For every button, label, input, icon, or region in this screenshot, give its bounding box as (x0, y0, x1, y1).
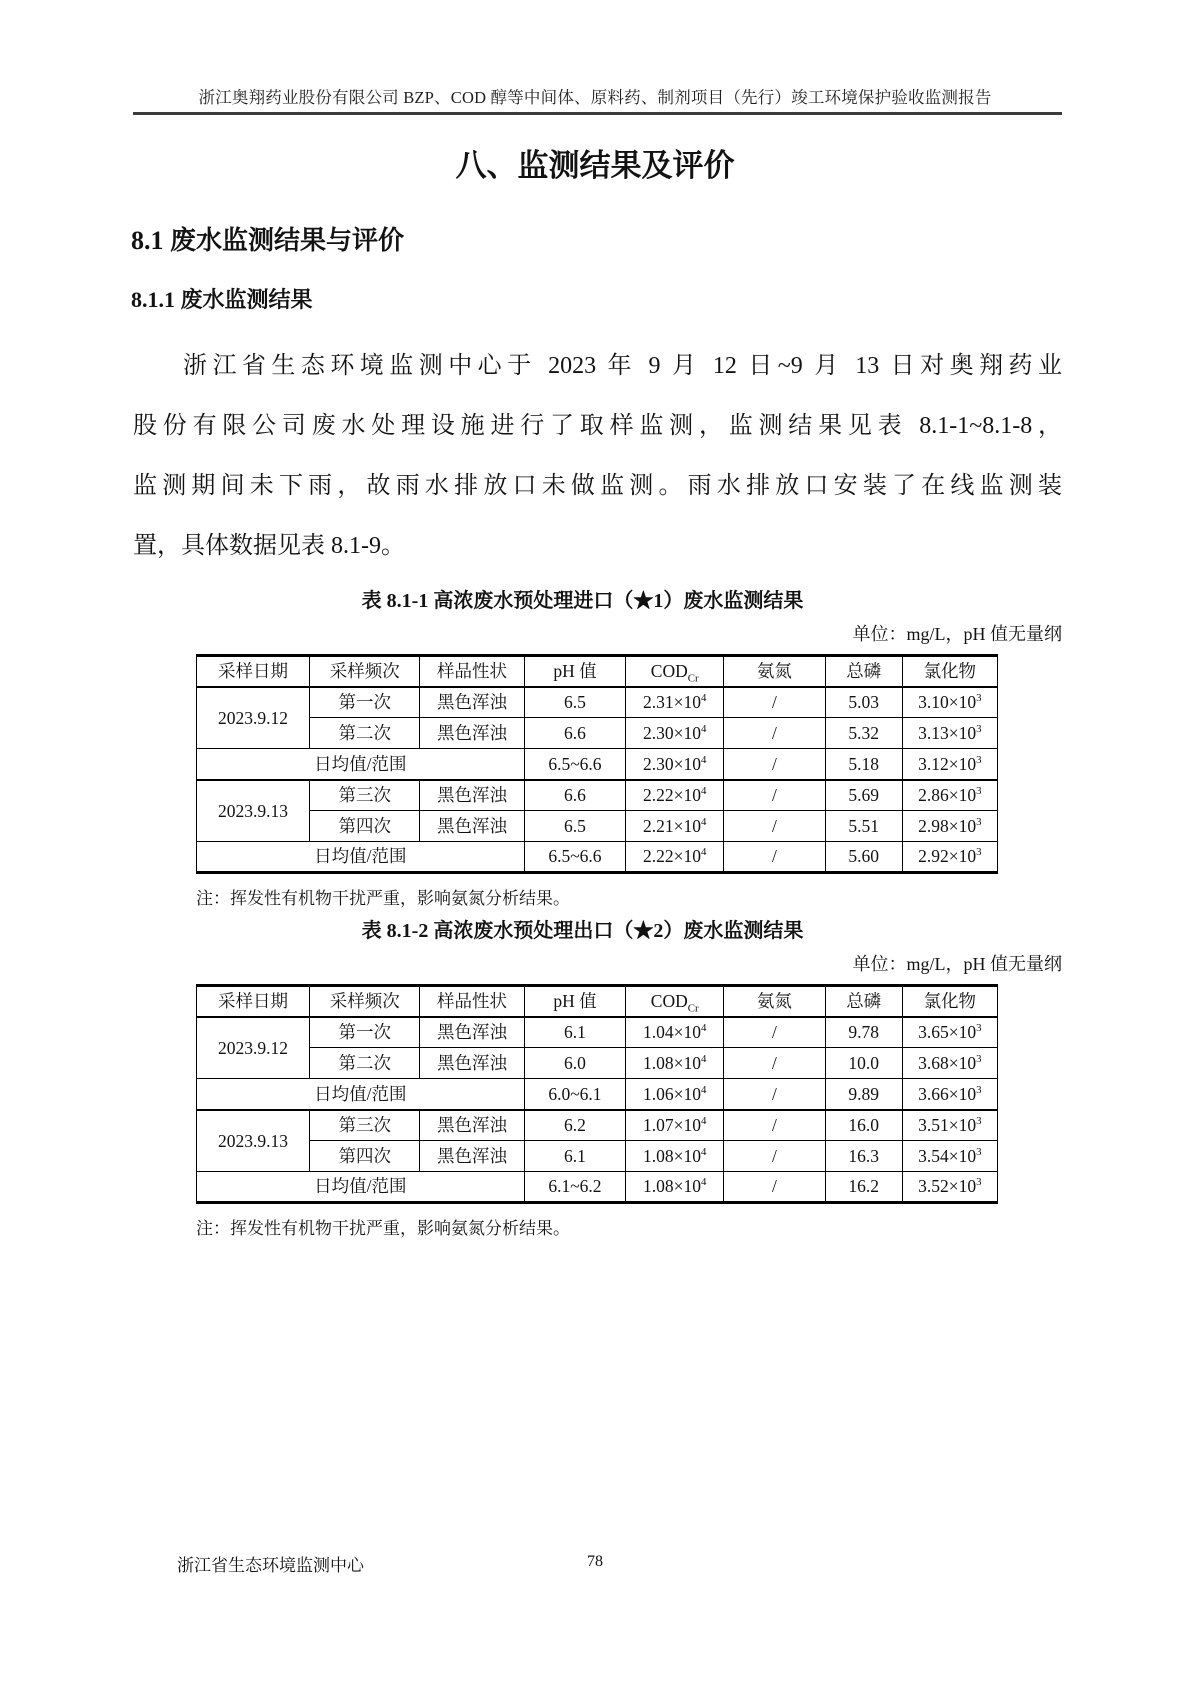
cell-total-phosphorus: 5.32 (825, 718, 902, 749)
cell-ph: 6.1 (524, 1141, 626, 1172)
paragraph-line: 置，具体数据见表 8.1-9。 (133, 533, 405, 559)
cell-ammonia: / (724, 687, 826, 718)
cell-frequency: 第二次 (309, 1048, 420, 1079)
cell-total-phosphorus: 5.69 (825, 780, 902, 811)
cell-total-phosphorus: 5.18 (825, 749, 902, 780)
cell-chloride: $3.51\times 10^3$ (902, 1110, 997, 1141)
cell-frequency: 第三次 (309, 1110, 420, 1141)
cell-chloride: $3.12\times 10^3$ (902, 749, 997, 780)
table-row (197, 718, 998, 749)
col-ph: pH 值 (524, 656, 626, 687)
cell-daily-label: 日均值/范围 (197, 749, 525, 780)
cell-appearance: 黑色浑浊 (420, 1048, 524, 1079)
paragraph-line: 监测期间未下雨，故雨水排放口未做监测。雨水排放口安装了在线监测装 (133, 473, 1062, 499)
cell-daily-label: 日均值/范围 (197, 842, 525, 873)
cell-ammonia: / (724, 1110, 826, 1141)
cell-ph: 6.5 (524, 811, 626, 842)
table-8-1-2-unit-note: 单位：mg/L，pH 值无量纲 (852, 954, 1062, 974)
table-8-1-1-caption: 表 8.1-1 高浓废水预处理进口（★1）废水监测结果 (361, 590, 804, 612)
cell-frequency: 第二次 (309, 718, 420, 749)
cell-frequency: 第四次 (309, 1141, 420, 1172)
cell-total-phosphorus: 10.0 (825, 1048, 902, 1079)
chapter-title: 八、监测结果及评价 (455, 148, 735, 183)
table-8-1-2-caption: 表 8.1-2 高浓废水预处理出口（★2）废水监测结果 (361, 920, 804, 942)
cell-sample-date: 2023.9.13 (197, 1110, 310, 1172)
col-ammonia: 氨氮 (724, 986, 826, 1017)
cell-daily-label: 日均值/范围 (197, 1172, 525, 1203)
cell-total-phosphorus: 16.3 (825, 1141, 902, 1172)
cell-chloride: $2.86\times 10^3$ (902, 780, 997, 811)
cell-appearance: 黑色浑浊 (420, 1141, 524, 1172)
cell-sample-date: 2023.9.12 (197, 687, 310, 749)
cell-ph: 6.6 (524, 718, 626, 749)
cell-chloride: $3.66\times 10^3$ (902, 1079, 997, 1110)
col-total-phosphorus: 总磷 (825, 986, 902, 1017)
cell-appearance: 黑色浑浊 (420, 780, 524, 811)
cell-daily-label: 日均值/范围 (197, 1079, 525, 1110)
cell-total-phosphorus: 5.51 (825, 811, 902, 842)
table-row (197, 1141, 998, 1172)
col-sample-date: 采样日期 (197, 656, 310, 687)
cell-ph: 6.1 (524, 1017, 626, 1048)
cell-ph: 6.2 (524, 1110, 626, 1141)
cell-chloride: $3.10\times 10^3$ (902, 687, 997, 718)
cell-sample-date: 2023.9.13 (197, 780, 310, 842)
cell-cod: $2.22\times 10^4$ (626, 842, 724, 873)
daily-average-row (197, 1079, 998, 1110)
page-number: 78 (587, 1553, 603, 1570)
cell-appearance: 黑色浑浊 (420, 718, 524, 749)
col-total-phosphorus: 总磷 (825, 656, 902, 687)
cell-total-phosphorus: 5.60 (825, 842, 902, 873)
cell-cod: $2.22\times 10^4$ (626, 780, 724, 811)
cell-chloride: $3.13\times 10^3$ (902, 718, 997, 749)
col-appearance: 样品性状 (420, 986, 524, 1017)
cell-ammonia: / (724, 1141, 826, 1172)
cell-ammonia: / (724, 1172, 826, 1203)
cell-ammonia: / (724, 1079, 826, 1110)
daily-average-row (197, 1172, 998, 1203)
cell-appearance: 黑色浑浊 (420, 1110, 524, 1141)
cell-cod: $1.06\times 10^4$ (626, 1079, 724, 1110)
table-row (197, 1017, 998, 1048)
section-title: 8.1 废水监测结果与评价 (131, 226, 405, 255)
col-frequency: 采样频次 (309, 986, 420, 1017)
table-header-row (197, 656, 998, 687)
cell-frequency: 第四次 (309, 811, 420, 842)
col-ammonia: 氨氮 (724, 656, 826, 687)
cell-chloride: $3.54\times 10^3$ (902, 1141, 997, 1172)
header-divider (133, 112, 1062, 115)
cell-total-phosphorus: 16.0 (825, 1110, 902, 1141)
table-8-1-1-footnote: 注：挥发性有机物干扰严重，影响氨氮分析结果。 (196, 889, 570, 908)
cell-cod: $1.07\times 10^4$ (626, 1110, 724, 1141)
col-frequency: 采样频次 (309, 656, 420, 687)
table-header-row (197, 986, 998, 1017)
cell-cod: $1.08\times 10^4$ (626, 1141, 724, 1172)
paragraph-line: 浙江省生态环境监测中心于 2023 年 9 月 12 日~9 月 13 日对奥翔药业 (183, 353, 1062, 379)
paragraph-line: 股份有限公司废水处理设施进行了取样监测，监测结果见表 8.1-1~8.1-8， (133, 413, 1062, 439)
cell-cod: $2.21\times 10^4$ (626, 811, 724, 842)
cell-ph: 6.1~6.2 (524, 1172, 626, 1203)
cell-ammonia: / (724, 749, 826, 780)
table-8-1-2 (196, 984, 998, 1204)
page-header-title: 浙江奥翔药业股份有限公司 BZP、COD 醇等中间体、原料药、制剂项目（先行）竣工环境保护验收监测报告 (198, 88, 992, 107)
cell-frequency: 第一次 (309, 1017, 420, 1048)
cell-ph: 6.5 (524, 687, 626, 718)
table-8-1-2-footnote: 注：挥发性有机物干扰严重，影响氨氮分析结果。 (196, 1219, 570, 1238)
cell-cod: $2.31\times 10^4$ (626, 687, 724, 718)
cell-frequency: 第一次 (309, 687, 420, 718)
cell-cod: $1.08\times 10^4$ (626, 1048, 724, 1079)
col-cod: $COD_{Cr}$ (626, 656, 724, 687)
cell-cod: $2.30\times 10^4$ (626, 749, 724, 780)
cell-chloride: $2.92\times 10^3$ (902, 842, 997, 873)
cell-ammonia: / (724, 718, 826, 749)
cell-appearance: 黑色浑浊 (420, 811, 524, 842)
table-row (197, 811, 998, 842)
table-row (197, 1048, 998, 1079)
cell-ph: 6.0~6.1 (524, 1079, 626, 1110)
table-8-1-1-unit-note: 单位：mg/L，pH 值无量纲 (852, 624, 1062, 644)
cell-chloride: $3.65\times 10^3$ (902, 1017, 997, 1048)
cell-cod: $1.04\times 10^4$ (626, 1017, 724, 1048)
footer-organization: 浙江省生态环境监测中心 (177, 1556, 364, 1575)
cell-total-phosphorus: 5.03 (825, 687, 902, 718)
cell-chloride: $3.68\times 10^3$ (902, 1048, 997, 1079)
cell-cod: $1.08\times 10^4$ (626, 1172, 724, 1203)
cell-total-phosphorus: 16.2 (825, 1172, 902, 1203)
cell-frequency: 第三次 (309, 780, 420, 811)
cell-appearance: 黑色浑浊 (420, 1017, 524, 1048)
cell-ammonia: / (724, 811, 826, 842)
cell-ph: 6.0 (524, 1048, 626, 1079)
col-cod: $COD_{Cr}$ (626, 986, 724, 1017)
col-sample-date: 采样日期 (197, 986, 310, 1017)
cell-ammonia: / (724, 1048, 826, 1079)
cell-appearance: 黑色浑浊 (420, 687, 524, 718)
cell-ph: 6.5~6.6 (524, 842, 626, 873)
cell-ammonia: / (724, 842, 826, 873)
cell-cod: $2.30\times 10^4$ (626, 718, 724, 749)
cell-chloride: $3.52\times 10^3$ (902, 1172, 997, 1203)
cell-total-phosphorus: 9.78 (825, 1017, 902, 1048)
cell-ammonia: / (724, 1017, 826, 1048)
cell-ph: 6.5~6.6 (524, 749, 626, 780)
table-8-1-1 (196, 654, 998, 874)
table-row (197, 780, 998, 811)
table-row (197, 1110, 998, 1141)
col-chloride: 氯化物 (902, 986, 997, 1017)
body-paragraph (133, 336, 1062, 576)
cell-ph: 6.6 (524, 780, 626, 811)
table-row (197, 687, 998, 718)
daily-average-row (197, 749, 998, 780)
col-ph: pH 值 (524, 986, 626, 1017)
cell-chloride: $2.98\times 10^3$ (902, 811, 997, 842)
col-chloride: 氯化物 (902, 656, 997, 687)
subsection-title: 8.1.1 废水监测结果 (131, 287, 313, 312)
cell-sample-date: 2023.9.12 (197, 1017, 310, 1079)
col-appearance: 样品性状 (420, 656, 524, 687)
cell-ammonia: / (724, 780, 826, 811)
cell-total-phosphorus: 9.89 (825, 1079, 902, 1110)
daily-average-row (197, 842, 998, 873)
